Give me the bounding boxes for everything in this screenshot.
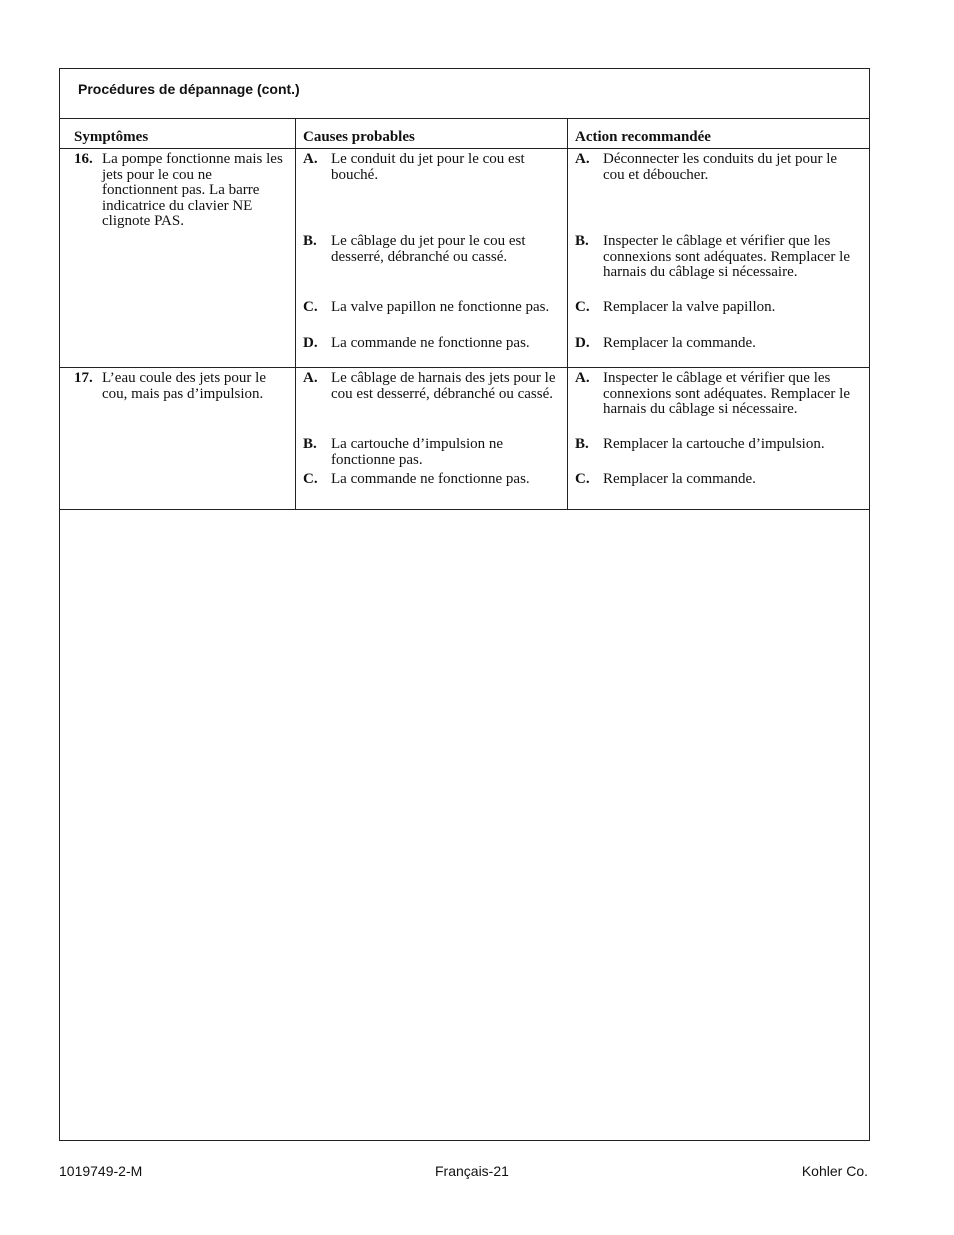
footer-doc-number: 1019749-2-M — [59, 1163, 143, 1179]
symptom-cell — [60, 368, 295, 509]
action-item — [575, 300, 852, 316]
symptom-text: La pompe fonctionne mais les jets pour le cou ne fonctionnent pas. La barre indicatrice du clavier NE clignote PAS. — [102, 151, 283, 229]
action-item — [575, 472, 852, 488]
cause-label: C. — [303, 299, 318, 315]
symptom-item — [74, 371, 285, 402]
cause-item — [303, 300, 562, 316]
action-item — [575, 437, 852, 453]
action-label: B. — [575, 233, 589, 249]
action-text: Inspecter le câblage et vérifier que les connexions sont adéquates. Remplacer le harnais du câblage si nécessaire. — [603, 370, 851, 417]
column-header-actions: Action recommandée — [575, 129, 711, 145]
action-item — [575, 336, 852, 352]
symptom-item — [74, 152, 285, 230]
action-item — [575, 371, 852, 418]
action-item — [575, 234, 852, 281]
cause-item — [303, 437, 562, 468]
cause-text: Le câblage de harnais des jets pour le cou est desserré, débranché ou cassé. — [331, 370, 556, 402]
cause-label: B. — [303, 233, 317, 249]
cause-text: La cartouche d’impulsion ne fonctionne pas. — [331, 436, 504, 468]
cause-item — [303, 152, 562, 183]
cause-text: La commande ne fonctionne pas. — [331, 471, 530, 487]
causes-cell — [295, 149, 568, 367]
symptom-text: L’eau coule des jets pour le cou, mais pas d’impulsion. — [102, 370, 266, 402]
actions-cell — [567, 368, 870, 509]
action-label: C. — [575, 299, 590, 315]
action-text: Remplacer la cartouche d’impulsion. — [603, 436, 825, 452]
cause-label: C. — [303, 471, 318, 487]
cause-label: B. — [303, 436, 317, 452]
action-text: Remplacer la commande. — [603, 471, 756, 487]
action-item — [575, 152, 852, 183]
action-label: D. — [575, 335, 590, 351]
cause-text: La commande ne fonctionne pas. — [331, 335, 530, 351]
causes-cell — [295, 368, 568, 509]
action-label: B. — [575, 436, 589, 452]
column-header-symptoms: Symptômes — [74, 129, 149, 145]
section-title: Procédures de dépannage (cont.) — [78, 81, 300, 97]
symptom-number: 17. — [74, 370, 93, 386]
footer-page-label: Français-21 — [435, 1163, 509, 1179]
symptom-cell — [60, 149, 295, 367]
symptom-number: 16. — [74, 151, 93, 167]
footer-company: Kohler Co. — [801, 1163, 868, 1179]
table-row — [60, 149, 869, 368]
cause-label: D. — [303, 335, 318, 351]
cause-text: Le câblage du jet pour le cou est desserré, débranché ou cassé. — [331, 233, 526, 265]
action-text: Inspecter le câblage et vérifier que les connexions sont adéquates. Remplacer le harnais du câblage si nécessaire. — [603, 233, 851, 280]
actions-cell — [567, 149, 870, 367]
action-text: Remplacer la commande. — [603, 335, 756, 351]
cause-item — [303, 472, 562, 488]
table-header-row — [60, 119, 869, 149]
action-label: C. — [575, 471, 590, 487]
cause-item — [303, 234, 562, 265]
action-text: Remplacer la valve papillon. — [603, 299, 776, 315]
troubleshooting-frame — [59, 68, 870, 1141]
cause-item — [303, 371, 562, 402]
cause-text: La valve papillon ne fonctionne pas. — [331, 299, 550, 315]
cause-label: A. — [303, 151, 318, 167]
cause-label: A. — [303, 370, 318, 386]
action-label: A. — [575, 370, 590, 386]
action-label: A. — [575, 151, 590, 167]
table-row — [60, 368, 869, 510]
cause-text: Le conduit du jet pour le cou est bouché. — [331, 151, 525, 183]
action-text: Déconnecter les conduits du jet pour le cou et déboucher. — [603, 151, 838, 183]
cause-item — [303, 336, 562, 352]
column-header-causes: Causes probables — [303, 129, 415, 145]
